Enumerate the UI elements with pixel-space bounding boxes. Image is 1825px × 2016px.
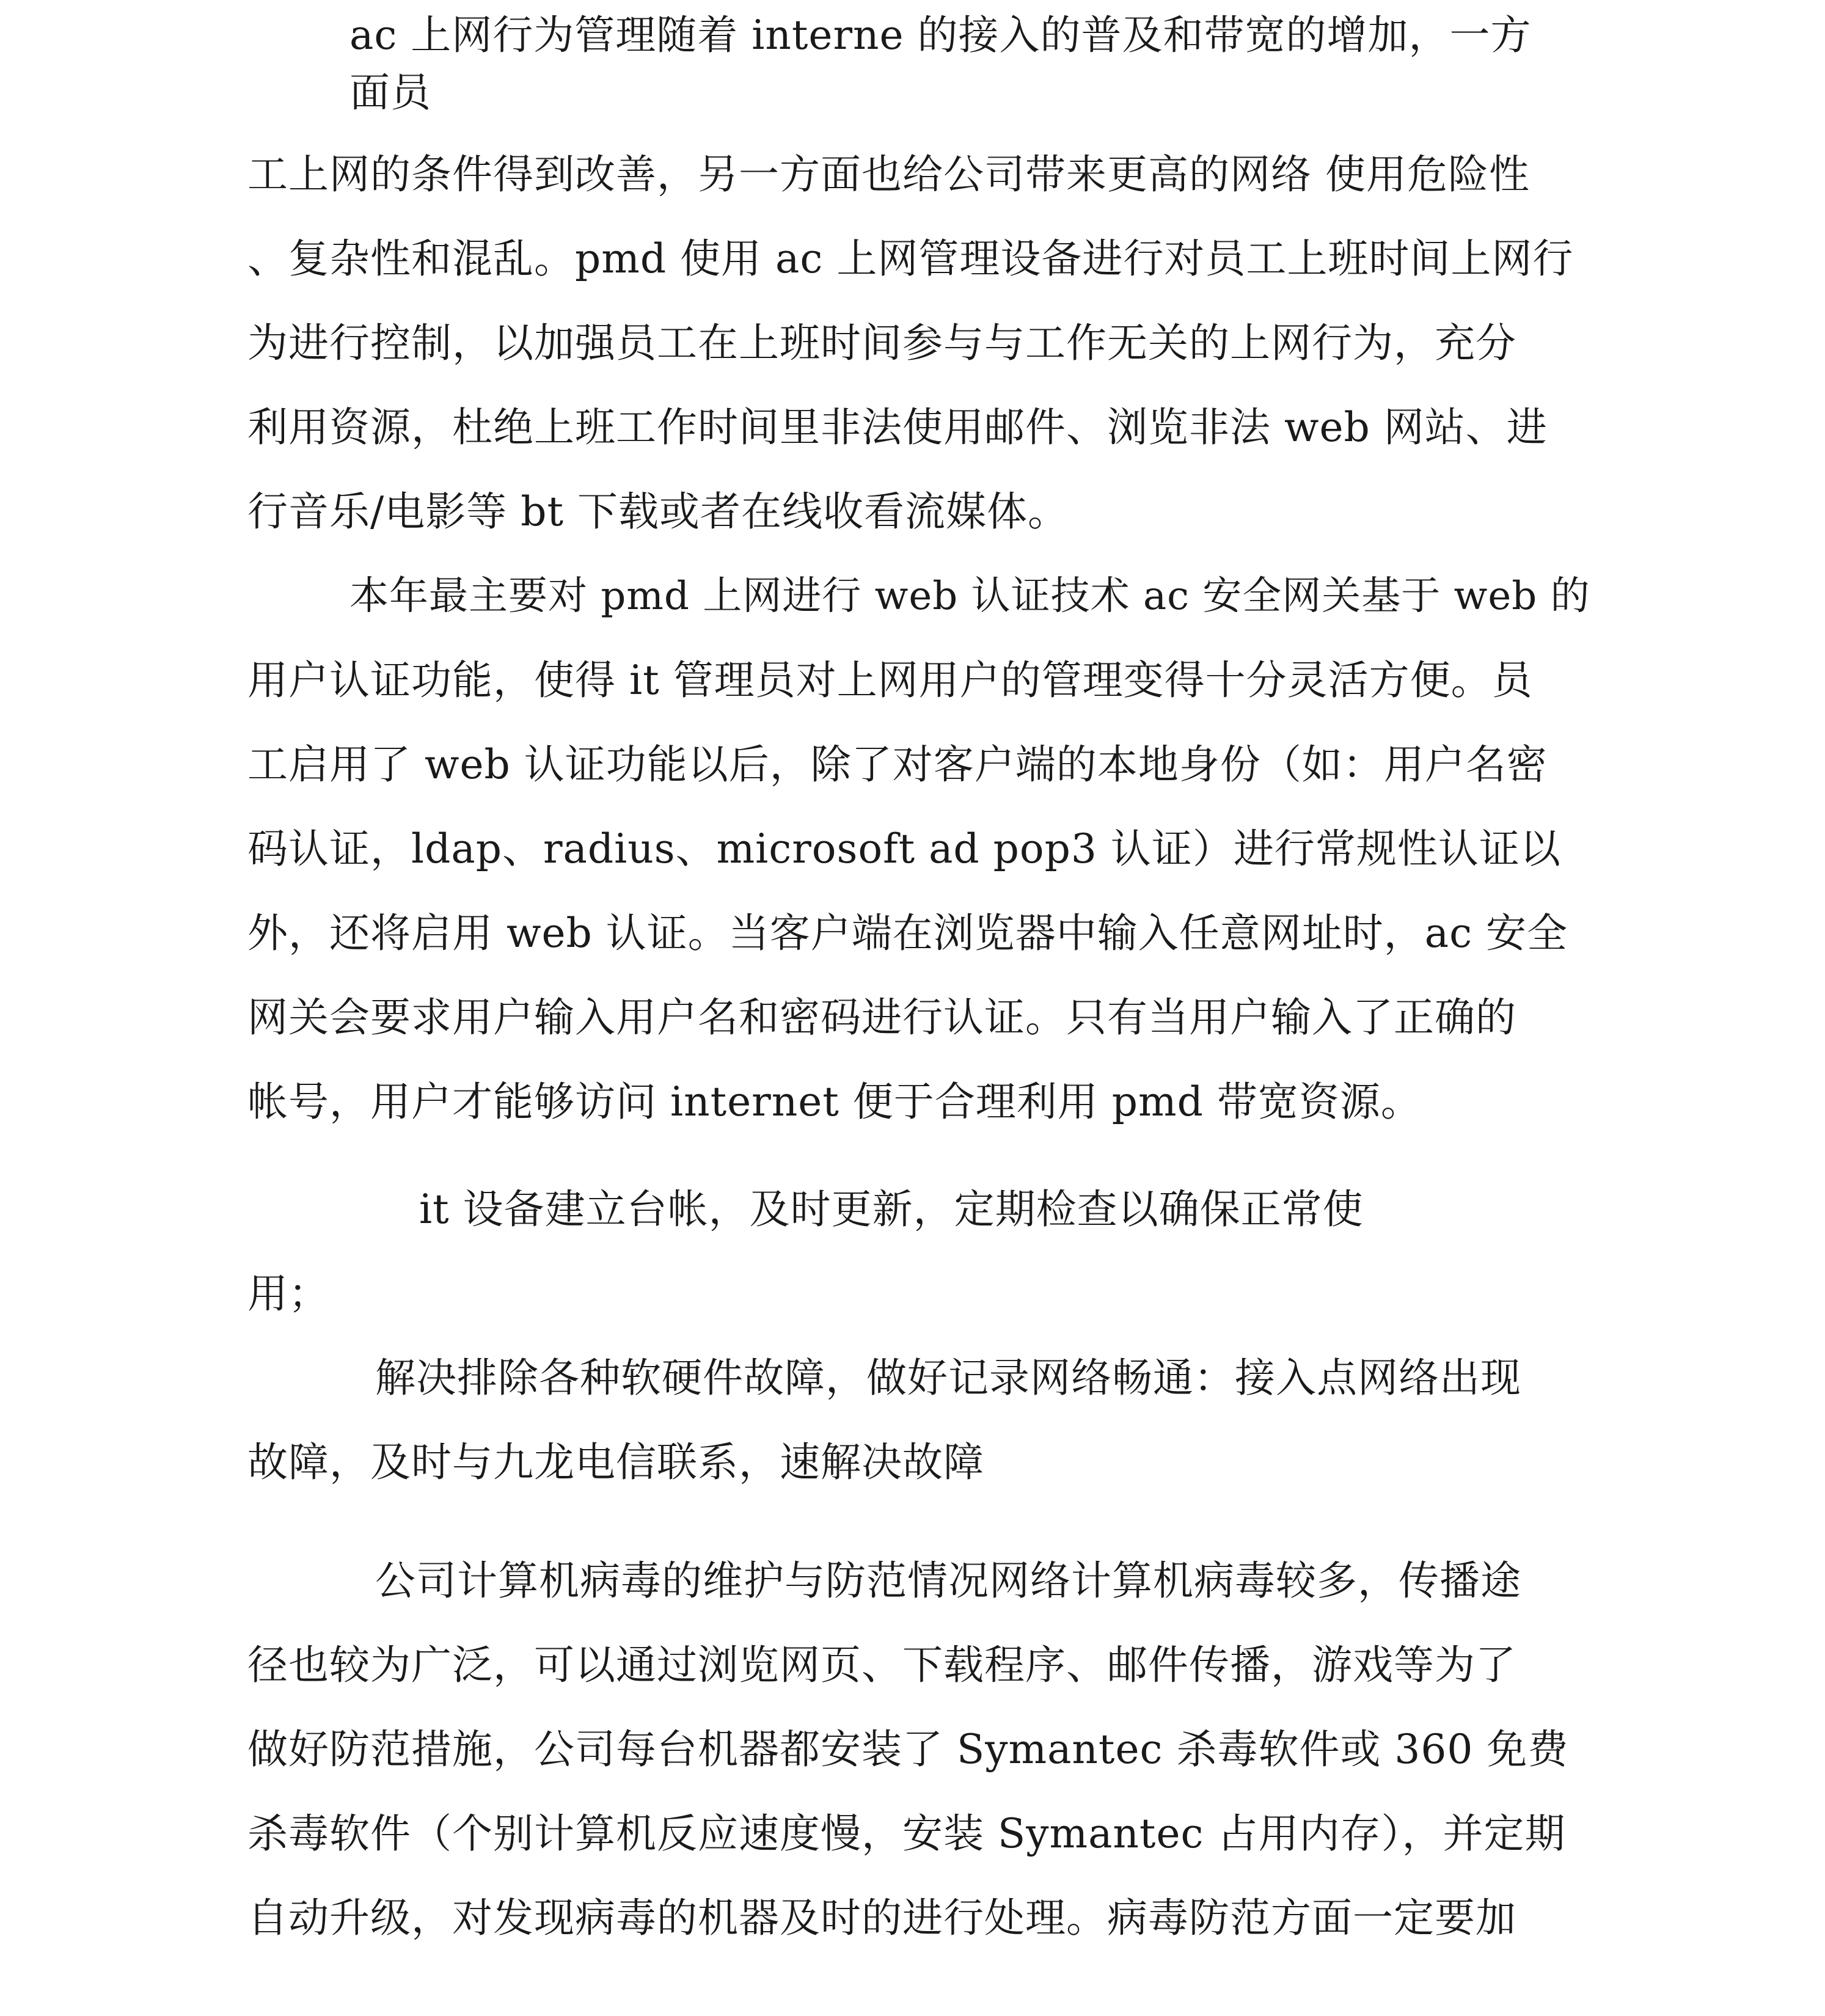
paragraph-2-line-1: 本年最主要对 pmd 上网进行 web 认证技术 ac 安全网关基于 web 的 — [349, 574, 1590, 619]
paragraph-2-line-3: 工启用了 web 认证功能以后，除了对客户端的本地身份（如：用户名密 — [247, 741, 1548, 788]
paragraph-3-line-2: 用； — [247, 1270, 329, 1317]
paragraph-3-line-1: it 设备建立台帐，及时更新，定期检查以确保正常使 — [419, 1186, 1364, 1233]
paragraph-1-line-1: ac 上网行为管理随着 interne 的接入的普及和带宽的增加，一方 — [349, 12, 1532, 59]
paragraph-2-line-5: 外，还将启用 web 认证。当客户端在浏览器中输入任意网址时，ac 安全 — [247, 910, 1568, 957]
paragraph-5-line-1: 公司计算机病毒的维护与防范情况网络计算机病毒较多，传播途 — [375, 1557, 1521, 1604]
paragraph-1-line-7: 行音乐/电影等 bt 下载或者在线收看流媒体。 — [247, 488, 1069, 535]
paragraph-1-line-2: 面员 — [349, 69, 431, 116]
paragraph-1-line-4: 、复杂性和混乱。pmd 使用 ac 上网管理设备进行对员工上班时间上网行 — [247, 235, 1574, 282]
paragraph-5-line-4: 杀毒软件（个别计算机反应速度慢，安装 Symantec 占用内存），并定期 — [247, 1810, 1566, 1857]
paragraph-5-line-2: 径也较为广泛，可以通过浏览网页、下载程序、邮件传播，游戏等为了 — [247, 1642, 1516, 1689]
paragraph-5-line-5: 自动升级，对发现病毒的机器及时的进行处理。病毒防范方面一定要加 — [247, 1894, 1516, 1941]
paragraph-4-line-2: 故障，及时与九龙电信联系，速解决故障 — [247, 1439, 984, 1486]
paragraph-2-line-7: 帐号，用户才能够访问 internet 便于合理利用 pmd 带宽资源。 — [247, 1078, 1422, 1125]
paragraph-1-line-5: 为进行控制，以加强员工在上班时间参与与工作无关的上网行为，充分 — [247, 320, 1516, 367]
paragraph-5-line-3: 做好防范措施，公司每台机器都安装了 Symantec 杀毒软件或 360 免费 — [247, 1726, 1569, 1773]
paragraph-4-line-1: 解决排除各种软硬件故障，做好记录网络畅通：接入点网络出现 — [375, 1354, 1521, 1401]
paragraph-1-line-3: 工上网的条件得到改善，另一方面也给公司带来更高的网络 使用危险性 — [247, 151, 1530, 198]
paragraph-2-line-6: 网关会要求用户输入用户名和密码进行认证。只有当用户输入了正确的 — [247, 994, 1516, 1041]
paragraph-2-line-2: 用户认证功能，使得 it 管理员对上网用户的管理变得十分灵活方便。员 — [247, 657, 1533, 704]
paragraph-2-line-4: 码认证，ldap、radius、microsoft ad pop3 认证）进行常规性认证以 — [247, 825, 1561, 872]
paragraph-1-line-6: 利用资源，杜绝上班工作时间里非法使用邮件、浏览非法 web 网站、进 — [247, 404, 1548, 451]
